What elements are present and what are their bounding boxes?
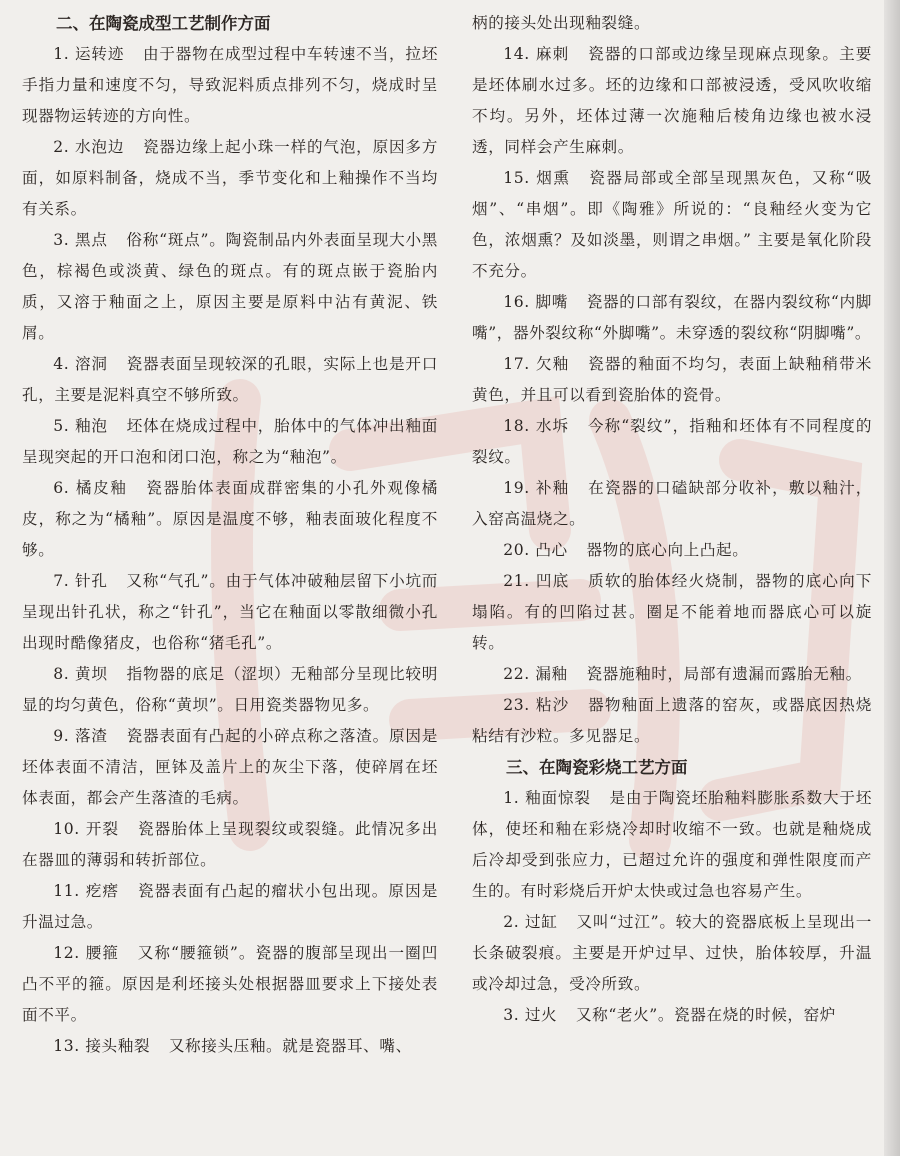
entry-text: 瓷器表面有凸起的瘤状小包出现。原因是升温过急。 xyxy=(22,882,438,931)
entry-term: 溶洞 xyxy=(75,355,108,373)
entry-text: 在瓷器的口磕缺部分收补，敷以釉汁，入窑高温烧之。 xyxy=(472,479,873,528)
glossary-entry xyxy=(22,132,438,225)
entry-term: 运转迹 xyxy=(75,45,125,63)
entry-number: 1. xyxy=(53,45,70,63)
glossary-entry xyxy=(22,814,438,876)
entry-term: 脚嘴 xyxy=(535,293,568,311)
entry-term: 黑点 xyxy=(74,231,108,249)
entry-term: 釉泡 xyxy=(75,417,108,435)
glossary-entry xyxy=(22,721,438,814)
entry-text: 瓷器的口部有裂纹，在器内裂纹称“内脚嘴”，器外裂纹称“外脚嘴”。未穿透的裂纹称“阴脚嘴”。 xyxy=(472,293,872,342)
glossary-entry xyxy=(472,907,872,1000)
left-item-list xyxy=(22,39,438,1062)
entry-text: 是由于陶瓷坯胎釉料膨胀系数大于坯体，使坯和釉在彩烧冷却时收缩不一致。也就是釉烧成后冷却受到张应力，已超过允许的强度和弹性限度而产生的。有时彩烧后开炉太快或过急也容易产生。 xyxy=(472,789,872,900)
entry-term: 接头釉裂 xyxy=(85,1037,151,1055)
entry-number: 2. xyxy=(503,913,520,931)
entry-text: 瓷器边缘上起小珠一样的气泡，原因多方面，如原料制备，烧成不当，季节变化和上釉操作不当均有关系。 xyxy=(22,138,438,218)
glossary-entry xyxy=(472,39,872,163)
entry-term: 腰箍 xyxy=(85,944,120,962)
entry-number: 4. xyxy=(53,355,70,373)
entry-term: 粘沙 xyxy=(535,696,570,714)
section-heading-molding: 二、在陶瓷成型工艺制作方面 xyxy=(56,14,271,33)
entry-text: 瓷器表面呈现较深的孔眼，实际上也是开口孔，主要是泥料真空不够所致。 xyxy=(22,355,438,404)
glossary-entry xyxy=(472,535,872,566)
page-gutter-shadow xyxy=(884,0,900,1156)
entry-term: 落渣 xyxy=(75,727,108,745)
glossary-entry xyxy=(22,876,438,938)
entry-number: 15. xyxy=(503,169,530,187)
glossary-entry xyxy=(22,39,438,132)
entry-text: 瓷器的口部或边缘呈现麻点现象。主要是坯体刷水过多。坯的边缘和口部被浸透，受风吹收缩不均。另外，坯体过薄一次施釉后棱角边缘也被水浸透，同样会产生麻刺。 xyxy=(472,45,873,156)
glossary-entry xyxy=(22,411,438,473)
entry-term: 过缸 xyxy=(525,913,558,931)
entry-term: 疙瘩 xyxy=(85,882,120,900)
entry-number: 1. xyxy=(503,789,520,807)
left-column xyxy=(22,8,438,1062)
entry-number: 3. xyxy=(53,231,70,249)
glossary-entry xyxy=(472,287,872,349)
right-item-list-b xyxy=(472,783,872,1031)
glossary-entry xyxy=(472,783,872,907)
glossary-entry xyxy=(22,1031,438,1062)
glossary-entry xyxy=(472,473,872,535)
entry-text: 由于器物在成型过程中车转速不当，拉坯手指力量和速度不匀，导致泥料质点排列不匀，烧成时呈现器物运转迹的方向性。 xyxy=(22,45,438,125)
entry-text: 瓷器施釉时，局部有遗漏而露胎无釉。 xyxy=(586,665,862,683)
entry-term: 凸心 xyxy=(535,541,568,559)
entry-term: 针孔 xyxy=(74,572,108,590)
glossary-entry xyxy=(22,566,438,659)
entry-term: 漏釉 xyxy=(535,665,568,683)
entry-text: 瓷器局部或全部呈现黑灰色，又称“吸烟”、“串烟”。即《陶雅》所说的：“良釉经火变为它色，浓烟熏？及如淡墨，则谓之串烟。” 主要是氧化阶段不充分。 xyxy=(472,169,872,280)
glossary-entry xyxy=(472,566,872,659)
entry-text: 瓷器胎体上呈现裂纹或裂缝。此情况多出在器皿的薄弱和转折部位。 xyxy=(22,820,438,869)
entry-text: 坯体在烧成过程中，胎体中的气体冲出釉面呈现突起的开口泡和闭口泡，称之为“釉泡”。 xyxy=(22,417,438,466)
entry-text: 又称“腰箍锁”。瓷器的腹部呈现出一圈凹凸不平的箍。原因是利坯接头处根据器皿要求上下接处表面不平。 xyxy=(22,944,439,1024)
entry-number: 2. xyxy=(53,138,70,156)
entry-number: 19. xyxy=(503,479,530,497)
glossary-entry xyxy=(472,1000,872,1031)
glossary-entry xyxy=(22,473,438,566)
entry-term: 凹底 xyxy=(535,572,570,590)
glossary-entry xyxy=(22,938,438,1031)
section-heading-firing: 三、在陶瓷彩烧工艺方面 xyxy=(506,758,688,777)
glossary-entry xyxy=(472,349,872,411)
entry-term: 釉面惊裂 xyxy=(525,789,591,807)
glossary-entry xyxy=(22,349,438,411)
right-column xyxy=(472,8,872,1031)
glossary-entry xyxy=(22,659,438,721)
glossary-entry xyxy=(472,690,872,752)
glossary-entry xyxy=(472,411,872,473)
entry-term: 补釉 xyxy=(535,479,570,497)
entry-number: 12. xyxy=(53,944,80,962)
entry-text: 俗称“斑点”。陶瓷制品内外表面呈现大小黑色，棕褐色或淡黄、绿色的斑点。有的斑点嵌于瓷胎内质，又溶于釉面之上，原因主要是原料中沾有黄泥、铁屑。 xyxy=(22,231,438,342)
entry-number: 18. xyxy=(503,417,530,435)
entry-term: 麻刺 xyxy=(535,45,570,63)
entry-number: 5. xyxy=(53,417,70,435)
entry-number: 16. xyxy=(503,293,530,311)
entry-text: 质软的胎体经火烧制，器物的底心向下塌陷。有的凹陷过甚。圈足不能着地而器底心可以旋转。 xyxy=(472,572,873,652)
entry-number: 6. xyxy=(53,479,70,497)
entry-number: 8. xyxy=(53,665,70,683)
entry-text: 今称“裂纹”，指釉和坯体有不同程度的裂纹。 xyxy=(472,417,873,466)
entry-term: 开裂 xyxy=(85,820,120,838)
entry-number: 11. xyxy=(53,882,80,900)
entry-term: 烟熏 xyxy=(536,169,571,187)
entry-text: 瓷器胎体表面成群密集的小孔外观像橘皮，称之为“橘釉”。原因是温度不够，釉表面玻化程度不够。 xyxy=(22,479,438,559)
entry-number: 10. xyxy=(53,820,80,838)
entry-term: 水坼 xyxy=(535,417,570,435)
entry-text: 瓷器表面有凸起的小碎点称之落渣。原因是坯体表面不清洁，匣钵及盖片上的灰尘下落，使碎屑在坯体表面，都会产生落渣的毛病。 xyxy=(22,727,438,807)
entry-term: 水泡边 xyxy=(75,138,125,156)
entry-number: 14. xyxy=(503,45,530,63)
entry-text: 器物的底心向上凸起。 xyxy=(586,541,749,559)
entry-number: 7. xyxy=(53,572,70,590)
entry-number: 20. xyxy=(503,541,530,559)
glossary-entry xyxy=(472,163,872,287)
entry-term: 过火 xyxy=(524,1006,558,1024)
continued-paragraph: 柄的接头处出现釉裂缝。 xyxy=(472,14,651,32)
entry-number: 13. xyxy=(53,1037,80,1055)
entry-text: 又称“气孔”。由于气体冲破釉层留下小坑而呈现出针孔状，称之“针孔”，当它在釉面以零散细微小孔出现时酷像猪皮，也俗称“猪毛孔”。 xyxy=(22,572,438,652)
entry-number: 9. xyxy=(53,727,70,745)
entry-text: 又叫“过江”。较大的瓷器底板上呈现出一长条破裂痕。主要是开炉过早、过快，胎体较厚，升温或冷却过急，受冷所致。 xyxy=(472,913,872,993)
glossary-entry xyxy=(472,659,872,690)
entry-text: 器物釉面上遗落的窑灰，或器底因热烧粘结有沙粒。多见器足。 xyxy=(472,696,873,745)
entry-text: 又称“老火”。瓷器在烧的时候，窑炉 xyxy=(575,1006,836,1024)
entry-term: 欠釉 xyxy=(535,355,570,373)
right-item-list-a xyxy=(472,39,872,752)
entry-term: 橘皮釉 xyxy=(75,479,128,497)
entry-number: 17. xyxy=(503,355,530,373)
entry-number: 22. xyxy=(503,665,530,683)
entry-number: 23. xyxy=(503,696,530,714)
glossary-entry xyxy=(22,225,438,349)
entry-number: 21. xyxy=(503,572,530,590)
entry-text: 瓷器的釉面不均匀，表面上缺釉稍带米黄色，并且可以看到瓷胎体的瓷骨。 xyxy=(472,355,873,404)
entry-term: 黄坝 xyxy=(75,665,108,683)
entry-number: 3. xyxy=(503,1006,520,1024)
entry-text: 又称接头压釉。就是瓷器耳、嘴、 xyxy=(168,1037,412,1055)
entry-text: 指物器的底足（涩坝）无釉部分呈现比较明显的均匀黄色，俗称“黄坝”。日用瓷类器物见多。 xyxy=(22,665,438,714)
